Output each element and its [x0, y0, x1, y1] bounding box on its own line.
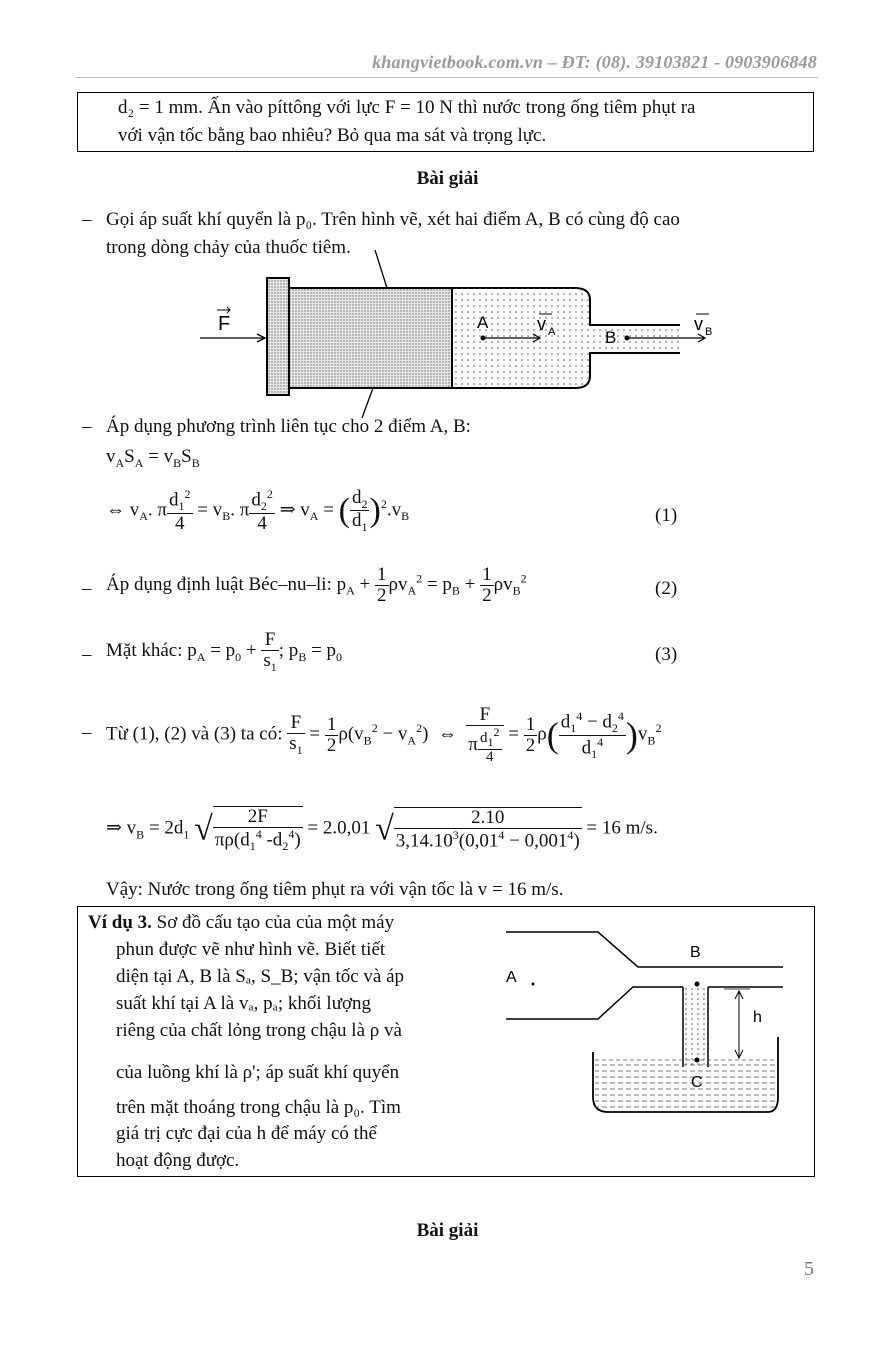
nozzle-bottom-wall	[506, 987, 683, 1019]
point-a	[481, 336, 486, 341]
paragraph-1-line-1: Gọi áp suất khí quyển là p₀. Trên hình vẽ, xét hai điểm A, B có cùng độ cao	[106, 209, 680, 230]
nozzle-top-wall	[506, 932, 783, 967]
example-3-line-8: giá trị cực đại của h để máy có thể	[116, 1123, 377, 1144]
header-rule	[76, 77, 818, 78]
equation-1-number: (1)	[655, 505, 678, 526]
conclusion: Vậy: Nước trong ống tiêm phụt ra với vận tốc là v = 16 m/s.	[106, 879, 564, 900]
continuity-equation: $v_AS_A = v_BS_B$	[106, 446, 200, 470]
equation-1: ⇔ $v_A$. π $\frac{d_1^2}{4}$ = $v_B$. π $\frac{d_2^2}{4}$ ⇒ $v_A$ = ( $\frac{d_2}{d_1}$ )$^2.v_B$	[106, 487, 410, 535]
label-c: C	[691, 1074, 703, 1091]
point-a-dot	[532, 983, 535, 986]
svg-text:A: A	[548, 326, 556, 338]
label-h: h	[753, 1009, 762, 1026]
problem-line-2: với vận tốc bằng bao nhiêu? Bỏ qua ma sát và trọng lực.	[118, 125, 547, 146]
result-equation: ⇒ $v_B = 2d_1$ √ $\frac{2F}{\pi\rho(d_1^4 -d_2^4)}$ = 2.0,01 √ $\frac{2.10}{3,14.10^3(0,01^4 - 0,001^4)}$ = 16 m/s.	[106, 806, 658, 854]
solution-heading-2: Bài giải	[416, 1220, 479, 1241]
syringe-diagram	[190, 250, 730, 420]
velocity-b-label: v	[694, 314, 703, 334]
example-3-line-3: diện tại A, B là Sₐ, S_B; vận tốc và áp	[116, 966, 405, 987]
point-c-dot	[695, 1058, 700, 1063]
point-b-label: B	[605, 328, 617, 347]
pressure-equation: Mặt khác: $p_A = p_0$ + $\frac{F}{s_1}$ ; $p_B = p_0$	[106, 629, 343, 674]
example-3-line-5: riêng của chất lỏng trong chậu là ρ và	[116, 1020, 402, 1041]
basin-liquid	[595, 1060, 776, 1110]
page-number: 5	[804, 1258, 814, 1280]
label-a: A	[506, 969, 517, 986]
example-3-box	[77, 906, 815, 1177]
example-3-line-7: trên mặt thoáng trong chậu là p₀. Tìm	[116, 1097, 401, 1118]
equation-2-number: (2)	[655, 578, 678, 599]
label-b: B	[690, 944, 701, 961]
problem-line-1: d₂ = 1 mm. Ấn vào píttông với lực F = 10 N thì nước trong ống tiêm phụt ra	[118, 97, 696, 118]
plunger-head	[267, 278, 289, 395]
example-3-line-2: phun được vẽ như hình vẽ. Biết tiết	[116, 939, 386, 960]
paragraph-1-line-2: trong dòng chảy của thuốc tiêm.	[106, 237, 351, 258]
example-3-line-9: hoạt động được.	[116, 1150, 240, 1171]
velocity-a-label: v	[537, 314, 546, 334]
sprayer-diagram	[498, 912, 808, 1132]
example-3-line-1: Ví dụ 3. Sơ đồ cấu tạo của của một máy	[88, 912, 395, 933]
problem-box	[77, 92, 814, 152]
example-3-line-6: của luồng khí là ρ'; áp suất khí quyển	[116, 1062, 400, 1083]
point-a-label: A	[477, 313, 489, 332]
example-3-line-4: suất khí tại A là vₐ, pₐ; khối lượng	[116, 993, 372, 1014]
combined-equation: Từ (1), (2) và (3) ta có: $\frac{F}{s_1}$ = $\frac{1}{2}$ $\rho(v_B^2 - v_A^2)$ ⇔ F π $\frac{d_1^2}{4}$ = $\frac{1}{2}$ ρ( $\frac{d_1^4 - d_2^4}{d_1^4}$ )$v_B^2$	[106, 704, 662, 765]
point-b	[625, 336, 630, 341]
point-b-dot	[695, 982, 700, 987]
page-header: khangvietbook.com.vn – ĐT: (08). 39103821 - 0903906848	[372, 52, 817, 72]
svg-text:B: B	[705, 326, 713, 338]
bernoulli-equation: Áp dụng định luật Béc–nu–li: $p_A$ + $\frac{1}{2}$ $\rho v_A^2 = p_B$ + $\frac{1}{2}$ $\rho v_B^2$	[106, 564, 527, 606]
paragraph-2-line-1: Áp dụng phương trình liên tục cho 2 điểm A, B:	[106, 416, 471, 437]
equation-3-number: (3)	[655, 644, 678, 665]
solution-heading: Bài giải	[416, 168, 479, 189]
plunger-body	[289, 288, 452, 388]
force-label: F	[218, 313, 231, 335]
bullet-dash: –	[82, 209, 92, 230]
